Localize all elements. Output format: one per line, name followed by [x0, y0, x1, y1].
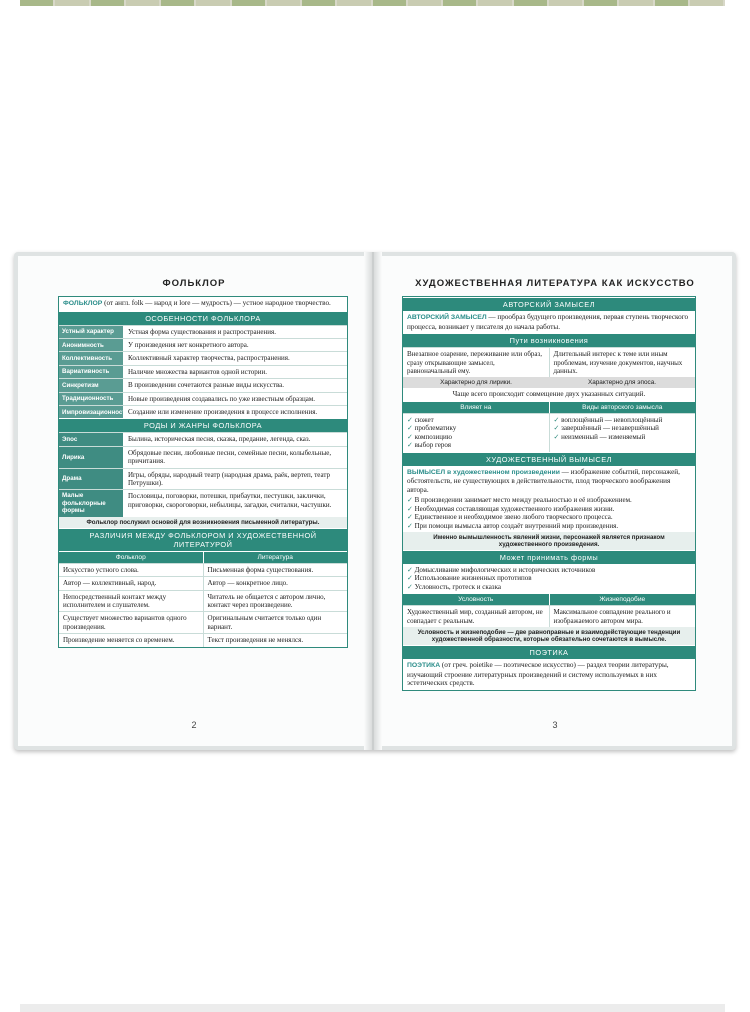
- fiction-definition-text: — изображение событий, персонажей, обстоятельств, не существующих в действительности, плод творческого воображения автора.: [407, 467, 680, 494]
- table-row: [59, 365, 347, 378]
- forms-header: Может принимать формы: [403, 550, 695, 564]
- intent-definition: [403, 311, 695, 333]
- poetics-definition: [403, 659, 695, 690]
- origin-ways: [403, 347, 695, 377]
- table-row: [59, 392, 347, 405]
- literature-cell: Оригинальным считается только один вариант.: [207, 614, 322, 631]
- literature-table: [402, 296, 696, 691]
- influence-list: [403, 414, 550, 452]
- row-key: Анонимность: [59, 339, 124, 351]
- list-item: ✓ воплощённый — невоплощённый: [554, 416, 692, 424]
- fiction-points: [403, 496, 695, 532]
- origin-way: Внезапное озарение, переживание или образ, сразу открывающие замысел, равноначальный ему.: [403, 348, 550, 377]
- fiction-note: Именно вымышленность явлений жизни, персонажей является признаком художественного произведения.: [403, 532, 695, 550]
- poetics-term: ПОЭТИКА: [407, 662, 441, 670]
- kinds-header: Виды авторского замысла: [550, 401, 696, 413]
- list-item: ✓ Использование жизненных прототипов: [407, 574, 691, 582]
- row-value: Былина, историческая песня, сказка, предание, легенда, сказ.: [128, 435, 311, 444]
- row-value: Коллективный характер творчества, распространения.: [128, 354, 290, 363]
- table-row: [59, 338, 347, 351]
- lifelikeness-text: Максимальное совпадение реального и изображаемого автором мира.: [553, 608, 671, 625]
- poetics-header: ПОЭТИКА: [403, 645, 695, 659]
- influence-kinds: [403, 413, 695, 452]
- row-value: Игры, обряды, народный театр (народная драма, раёк, вертеп, театр Петрушки).: [128, 470, 331, 488]
- genres-header: РОДЫ И ЖАНРЫ ФОЛЬКЛОРА: [59, 418, 347, 432]
- folklore-term: ФОЛЬКЛОР: [63, 300, 103, 307]
- top-decor-strip: [20, 0, 725, 6]
- conv-note: Условность и жизнеподобие — две равноправные и взаимодействующие тенденции художественной образности, которые обязательно сочетаются в вымысле.: [403, 627, 695, 645]
- intent-header: АВТОРСКИЙ ЗАМЫСЕЛ: [403, 297, 695, 311]
- origin-note: Чаще всего происходит совмещение двух указанных ситуаций.: [452, 390, 646, 399]
- list-item: ✓ выбор героя: [407, 441, 545, 449]
- conventionality-text: Художественный мир, созданный автором, не совпадает с реальным.: [403, 606, 550, 627]
- row-key: Эпос: [59, 433, 124, 445]
- table-row: [59, 563, 347, 576]
- fiction-header: ХУДОЖЕСТВЕННЫЙ ВЫМЫСЕЛ: [403, 452, 695, 466]
- left-page-title: ФОЛЬКЛОР: [162, 278, 226, 289]
- influence-column-headers: [403, 401, 695, 413]
- list-item: ✓ При помощи вымысла автор создаёт внутренний мир произведения.: [407, 522, 691, 530]
- row-key: Коллективность: [59, 352, 124, 364]
- features-list: [59, 325, 347, 419]
- bottom-decor-strip: [20, 1004, 725, 1012]
- intent-term: АВТОРСКИЙ ЗАМЫСЕЛ: [407, 314, 487, 321]
- literature-cell: Автор — конкретное лицо.: [207, 579, 288, 588]
- row-value: У произведения нет конкретного автора.: [128, 341, 249, 349]
- left-page: [18, 256, 370, 746]
- features-header: ОСОБЕННОСТИ ФОЛЬКЛОРА: [59, 311, 347, 325]
- kinds-list: [550, 414, 696, 452]
- list-item: ✓ Необходимая составляющая художественного изображения жизни.: [407, 505, 691, 513]
- right-page-title: ХУДОЖЕСТВЕННАЯ ЛИТЕРАТУРА КАК ИСКУССТВО: [415, 278, 695, 289]
- table-row: [59, 468, 347, 490]
- row-key: Традиционность: [59, 393, 124, 405]
- folklore-table: [58, 296, 348, 648]
- row-key: Драма: [59, 469, 124, 490]
- fiction-term: ВЫМЫСЕЛ в художественном произведении: [407, 468, 560, 476]
- row-value: Устная форма существования и распространения.: [128, 327, 276, 336]
- literature-cell: Текст произведения не менялся.: [207, 636, 304, 645]
- table-row: [59, 446, 347, 468]
- book-gutter: [364, 252, 382, 750]
- table-row: [59, 378, 347, 391]
- left-page-number: 2: [191, 720, 197, 730]
- table-row: [59, 590, 347, 612]
- list-item: ✓ сюжет: [407, 416, 545, 424]
- table-row: [59, 576, 347, 589]
- row-key: Вариативность: [59, 366, 124, 378]
- row-value: Наличие множества вариантов одной истории.: [128, 367, 267, 376]
- list-item: ✓ Домысливание мифологических и исторических источников: [407, 566, 691, 574]
- row-key: Импровизационность: [59, 406, 124, 418]
- row-key: Синкретизм: [59, 379, 124, 391]
- genres-list: [59, 432, 347, 516]
- folklore-cell: Существует множество вариантов одного произведения.: [59, 612, 204, 633]
- list-item: ✓ Условность, гротеск и сказка: [407, 583, 691, 591]
- differences-header: РАЗЛИЧИЯ МЕЖДУ ФОЛЬКЛОРОМ И ХУДОЖЕСТВЕННОЙ ЛИТЕРАТУРОЙ: [59, 528, 347, 551]
- right-page: [378, 256, 732, 746]
- intent-definition-text: — прообраз будущего произведения, первая ступень творческого процесса, возникает у писателя до начала работы.: [407, 313, 689, 331]
- open-book: [14, 252, 736, 750]
- row-value: В произведении сочетаются разные виды искусства.: [128, 381, 285, 390]
- row-key: Устный характер: [59, 326, 124, 338]
- fiction-definition: [403, 466, 695, 497]
- table-row: [59, 633, 347, 646]
- origin-way: Длительный интерес к теме или иным проблемам, изучение документов, научных данных.: [553, 350, 683, 375]
- differences-rows: [59, 563, 347, 647]
- table-row: [59, 325, 347, 338]
- column-literature: Литература: [204, 551, 348, 563]
- table-row: [59, 405, 347, 418]
- forms-list: [403, 564, 695, 593]
- list-item: ✓ проблематику: [407, 424, 545, 432]
- lifelikeness-header: Жизнеподобие: [550, 593, 696, 605]
- folklore-cell: Непосредственный контакт между исполнителем и слушателем.: [59, 591, 204, 612]
- list-item: ✓ Единственное и необходимое звено любого творческого процесса.: [407, 513, 691, 521]
- row-value: Пословицы, поговорки, потешки, прибаутки, пестушки, заклички, приговорки, скороговорки, небылицы, загадки, считалки, частушки.: [128, 492, 332, 509]
- row-value: Обрядовые песни, любовные песни, семейные песни, колыбельные, причитания.: [128, 448, 332, 466]
- folklore-cell: Автор — коллективный, народ.: [59, 577, 204, 589]
- list-item: ✓ композицию: [407, 433, 545, 441]
- conv-rows: [403, 605, 695, 627]
- folklore-cell: Искусство устного слова.: [59, 564, 204, 576]
- literature-cell: Читатель не общается с автором лично, контакт через произведение.: [207, 592, 326, 609]
- conventionality-header: Условность: [403, 593, 550, 605]
- folklore-cell: Произведение меняется со временем.: [59, 634, 204, 646]
- poetics-definition-text: (от греч. poietike — поэтическое искусство) — раздел теории литературы, изучающий строение литературных произведений и систему используемых в них эстетических средств.: [407, 661, 669, 688]
- table-row: [59, 611, 347, 633]
- origin-typical-lyric: Характерно для лирики.: [440, 379, 512, 387]
- row-value: Создание или изменение произведения в процессе исполнения.: [128, 408, 318, 417]
- list-item: ✓ неизменный — изменяемый: [554, 433, 692, 441]
- origin-header: Пути возникновения: [403, 333, 695, 347]
- origin-typical-epic: Характерно для эпоса.: [587, 379, 657, 387]
- folklore-definition-text: (от англ. folk — народ и lore — мудрость) — устное народное творчество.: [102, 299, 331, 307]
- right-page-number: 3: [552, 720, 558, 730]
- column-folklore: Фольклор: [59, 551, 204, 563]
- influence-header: Влияет на: [403, 401, 550, 413]
- origin-typical: [403, 377, 695, 388]
- folklore-definition: [59, 297, 347, 311]
- row-key: Лирика: [59, 447, 124, 468]
- list-item: ✓ завершённый — незавершённый: [554, 424, 692, 432]
- row-key: Малые фольклорные формы: [59, 490, 124, 516]
- table-row: [59, 489, 347, 516]
- list-item: ✓ В произведении занимает место между реальностью и её изображением.: [407, 496, 691, 504]
- differences-column-headers: [59, 551, 347, 563]
- genres-note: Фольклор послужил основой для возникновения письменной литературы.: [59, 517, 347, 528]
- conv-column-headers: [403, 593, 695, 605]
- table-row: [59, 351, 347, 364]
- row-value: Новые произведения создавались по уже известным образцам.: [128, 394, 315, 403]
- literature-cell: Письменная форма существования.: [207, 565, 314, 574]
- table-row: [59, 432, 347, 445]
